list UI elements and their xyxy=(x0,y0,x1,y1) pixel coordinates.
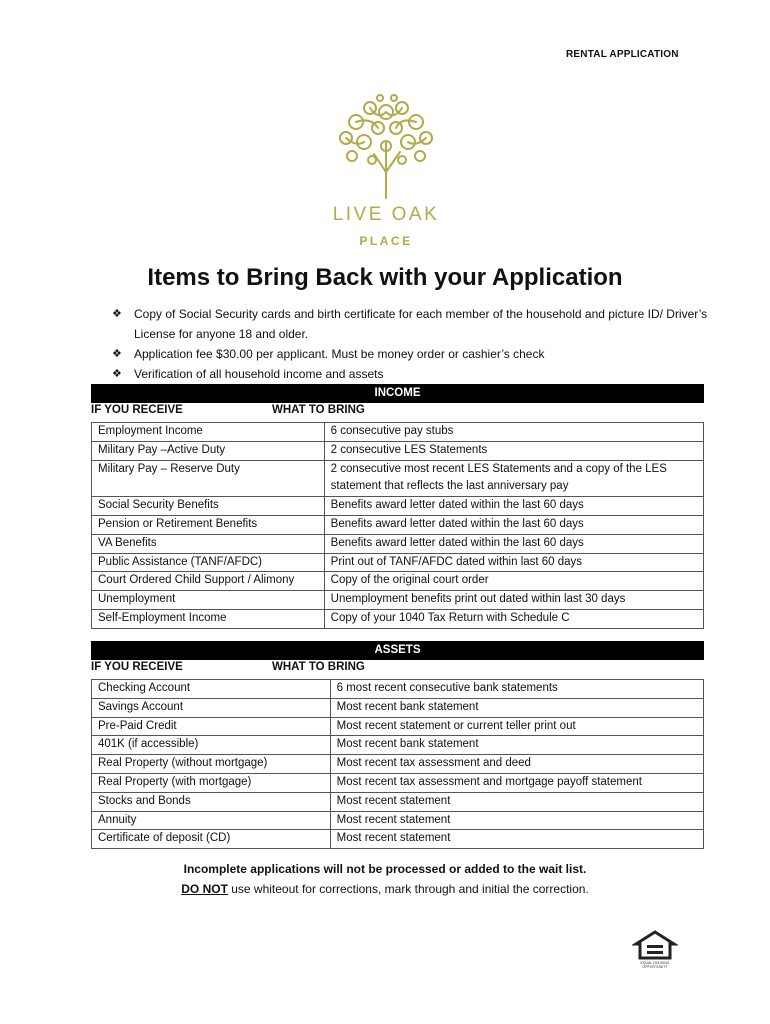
table-row xyxy=(92,572,704,591)
assets-col-bring-header: WHAT TO BRING xyxy=(272,661,365,673)
requirements-list xyxy=(112,304,712,384)
income-bring-cell: Benefits award letter dated within the last 60 days xyxy=(324,515,703,534)
income-receive-cell: VA Benefits xyxy=(92,534,325,553)
table-row xyxy=(92,792,704,811)
table-row xyxy=(92,553,704,572)
assets-bring-cell: Most recent tax assessment and deed xyxy=(330,755,703,774)
income-bring-cell: Benefits award letter dated within the last 60 days xyxy=(324,534,703,553)
table-row xyxy=(92,680,704,699)
assets-receive-cell: Real Property (with mortgage) xyxy=(92,773,331,792)
income-bring-cell: Copy of your 1040 Tax Return with Schedule C xyxy=(324,609,703,628)
income-bring-cell: Copy of the original court order xyxy=(324,572,703,591)
table-row xyxy=(92,698,704,717)
assets-receive-cell: Real Property (without mortgage) xyxy=(92,755,331,774)
table-row xyxy=(92,534,704,553)
income-bring-cell: Unemployment benefits print out dated within last 30 days xyxy=(324,591,703,610)
list-item: ❖ Application fee $30.00 per applicant. Must be money order or cashier’s check xyxy=(112,344,712,364)
table-row xyxy=(92,515,704,534)
income-bring-cell: Print out of TANF/AFDC dated within last 60 days xyxy=(324,553,703,572)
assets-bring-cell: Most recent statement or current teller print out xyxy=(330,717,703,736)
income-receive-cell: Military Pay –Active Duty xyxy=(92,441,325,460)
live-oak-place-logo xyxy=(316,92,456,252)
assets-bring-cell: Most recent statement xyxy=(330,792,703,811)
assets-bring-cell: Most recent tax assessment and mortgage payoff statement xyxy=(330,773,703,792)
income-bring-cell: 6 consecutive pay stubs xyxy=(324,423,703,442)
income-bring-cell: 2 consecutive most recent LES Statements and a copy of the LES statement that reflects the last anniversary pay xyxy=(324,460,703,497)
income-receive-cell: Public Assistance (TANF/AFDC) xyxy=(92,553,325,572)
assets-section-heading: ASSETS xyxy=(91,641,704,660)
assets-bring-cell: 6 most recent consecutive bank statements xyxy=(330,680,703,699)
assets-receive-cell: Savings Account xyxy=(92,698,331,717)
income-col-bring-header: WHAT TO BRING xyxy=(272,404,365,416)
assets-table xyxy=(91,679,704,849)
list-item: ❖ Verification of all household income and assets xyxy=(112,364,712,384)
table-row xyxy=(92,460,704,497)
oak-tree-icon xyxy=(316,92,456,202)
income-receive-cell: Court Ordered Child Support / Alimony xyxy=(92,572,325,591)
assets-bring-cell: Most recent statement xyxy=(330,830,703,849)
equal-housing-text: EQUAL HOUSING OPPORTUNITY xyxy=(640,961,670,969)
assets-bring-cell: Most recent statement xyxy=(330,811,703,830)
table-row xyxy=(92,609,704,628)
document-type-label: RENTAL APPLICATION xyxy=(566,49,679,60)
page-title: Items to Bring Back with your Application xyxy=(147,264,623,291)
assets-receive-cell: 401K (if accessible) xyxy=(92,736,331,755)
table-row xyxy=(92,717,704,736)
incomplete-applications-notice: Incomplete applications will not be processed or added to the wait list. xyxy=(183,862,587,876)
income-receive-cell: Unemployment xyxy=(92,591,325,610)
assets-bring-cell: Most recent bank statement xyxy=(330,736,703,755)
table-row xyxy=(92,497,704,516)
table-row xyxy=(92,423,704,442)
table-row xyxy=(92,811,704,830)
table-row xyxy=(92,755,704,774)
income-col-receive-header: IF YOU RECEIVE xyxy=(91,404,183,416)
income-section-heading: INCOME xyxy=(91,384,704,403)
list-item: ❖ Copy of Social Security cards and birth certificate for each member of the household and picture ID/ Driver’s License for anyone 18 and older. xyxy=(112,304,712,344)
income-receive-cell: Employment Income xyxy=(92,423,325,442)
logo-text-live-oak: LIVE OAK xyxy=(332,204,440,225)
table-row xyxy=(92,441,704,460)
table-row xyxy=(92,591,704,610)
income-receive-cell: Pension or Retirement Benefits xyxy=(92,515,325,534)
assets-receive-cell: Pre-Paid Credit xyxy=(92,717,331,736)
logo-text-place: PLACE xyxy=(359,234,413,248)
whiteout-notice xyxy=(0,882,770,896)
assets-receive-cell: Certificate of deposit (CD) xyxy=(92,830,331,849)
income-bring-cell: 2 consecutive LES Statements xyxy=(324,441,703,460)
whiteout-notice-text: use whiteout for corrections, mark through and initial the correction. xyxy=(227,882,589,896)
assets-receive-cell: Checking Account xyxy=(92,680,331,699)
assets-col-receive-header: IF YOU RECEIVE xyxy=(91,661,183,673)
table-row xyxy=(92,736,704,755)
assets-bring-cell: Most recent bank statement xyxy=(330,698,703,717)
income-bring-cell: Benefits award letter dated within the last 60 days xyxy=(324,497,703,516)
do-not-emphasis: DO NOT xyxy=(181,882,228,896)
income-receive-cell: Military Pay – Reserve Duty xyxy=(92,460,325,497)
income-receive-cell: Self-Employment Income xyxy=(92,609,325,628)
table-row xyxy=(92,773,704,792)
assets-receive-cell: Stocks and Bonds xyxy=(92,792,331,811)
table-row xyxy=(92,830,704,849)
assets-receive-cell: Annuity xyxy=(92,811,331,830)
income-table xyxy=(91,422,704,629)
income-receive-cell: Social Security Benefits xyxy=(92,497,325,516)
